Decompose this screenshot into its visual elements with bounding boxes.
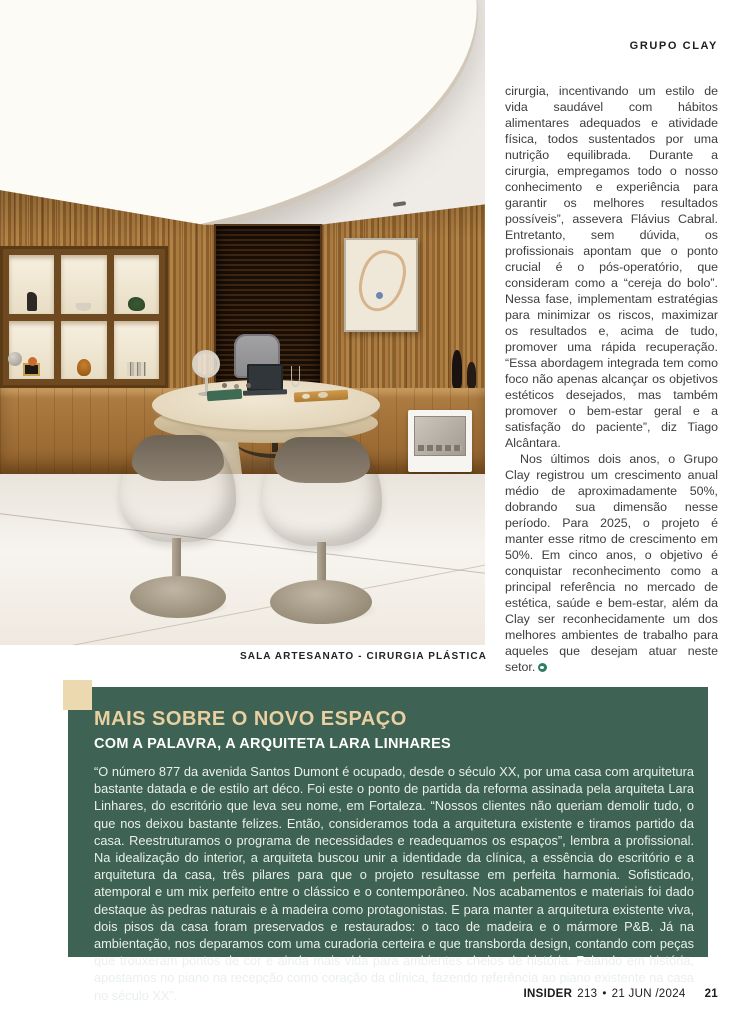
armchair-right-base (270, 580, 372, 624)
heater-screen (414, 416, 466, 456)
glass (291, 366, 300, 387)
stone-floor (0, 474, 485, 645)
feature-title: MAIS SOBRE O NOVO ESPAÇO (94, 708, 407, 730)
shelf-niche (61, 321, 106, 380)
plant-decor (128, 297, 145, 311)
shelf-niche (9, 255, 54, 314)
small-desk-items (222, 383, 227, 388)
heater-unit (408, 410, 472, 472)
page-header-brand: GRUPO CLAY (629, 40, 718, 52)
article-paragraph (505, 451, 718, 675)
footer-separator: • (602, 988, 607, 1000)
footer-date: 21 JUN /2024 (611, 988, 686, 1000)
feature-subtitle: COM A PALAVRA, A ARQUITETA LARA LINHARES (94, 736, 452, 752)
article-body (505, 83, 718, 675)
wall-art (344, 238, 418, 332)
counter-decor-left (8, 350, 48, 370)
footer-magazine-name: INSIDER (523, 988, 573, 1000)
laptop (247, 364, 283, 391)
photo-caption: SALA ARTESANATO - CIRURGIA PLÁSTICA (239, 651, 487, 662)
feature-body-text: “O número 877 da avenida Santos Dumont é ocupado, desde o século XX, por uma casa com arquitetura bastante datada e de estilo art déco. Foi este o ponto de partida da reforma assinada pela arquiteta Lara Linhares, do escritório que leva seu nome, em Fortaleza. “Nossos clientes não queriam demolir tudo, o que nos deixou bastante felizes. Então, consideramos toda a arquitetura existente e tiramos partido da casa. Reestruturamos o programa de necessidades e readequamos os espaços”, lembra a profissional. Na idealização do interior, a arquiteta buscou unir a identidade da clínica, a essência do escritório e a arquitetura da casa, três pilares para que o projeto resultasse em perfeita harmonia. Sofisticado, atemporal e um mix perfeito entre o clássico e o contemporâneo. Nos acabamentos e materiais foi dado destaque às pedras naturais e à madeira como protagonistas. E para manter a arquitetura existente viva, dois pisos da casa foram preservados e restaurados: o taco de madeira e o mármore P&B. Já na ambientação, nos deparamos com uma curadoria certeira e que transborda design, contando com peças que trouxeram pontos de cor e ainda mais vida para ambientes cheios de história. Falando em história, apostamos no piano na recepção como coração da clínica, fazendo referência ao piano existente na casa no século XX”. (94, 764, 694, 1003)
article-column (505, 0, 718, 675)
shelf-niche (114, 255, 159, 314)
page-footer (524, 988, 719, 1000)
ceiling-vent (393, 201, 406, 207)
armchair-left-base (130, 576, 226, 618)
footer-issue-number: 213 (577, 988, 598, 1000)
article-paragraph: cirurgia, incentivando um estilo de vida saudável com hábitos alimentares adequados e atividade física, todos sustentados por uma nutrição equilibrada. Durante a cirurgia, empregamos todo o nosso conhecimento e experiência para garantir os melhores resultados possíveis”, assevera Flávius Cabral. Entretanto, sem dúvida, os profissionais apontam que o ponto crucial é o pós-operatório, que consideram como a “cereja do bolo”. Nessa fase, implementam estratégias para minimizar os riscos, maximizar os resultados e, acima de tudo, promover uma rápida recuperação. “Essa abordagem integrada tem como foco não apenas alcançar os objetivos estéticos desejados, mas também promover o bem-estar geral e a satisfação do paciente”, diz Tiago Alcântara. (505, 84, 718, 450)
interior-photo (0, 0, 485, 645)
vanity-mirror (192, 350, 220, 378)
feature-corner-accent (63, 680, 92, 710)
shelf-niche (61, 255, 106, 314)
end-of-article-icon (538, 663, 547, 672)
article-paragraph-text: Nos últimos dois anos, o Grupo Clay registrou um crescimento anual médio de aproximadamente 50%, dobrando sua dimensão nesse período. Para 2025, o projeto é manter esse ritmo de crescimento em 50%. Em cinco anos, o objetivo é conquistar reconhecimento como a principal referência no mercado de estética, saúde e bem-estar, além da Clay ser reconhecidamente um dos melhores ambientes de trabalho para aqueles que desejam atuar neste setor. (505, 452, 718, 674)
shelf-niche (114, 321, 159, 380)
bowl-decor (76, 303, 91, 311)
dark-vases (450, 350, 482, 390)
footer-page-number: 21 (704, 988, 718, 1000)
amber-vase-decor (77, 359, 91, 376)
books-decor (127, 362, 146, 376)
sculpture-decor (27, 292, 37, 311)
